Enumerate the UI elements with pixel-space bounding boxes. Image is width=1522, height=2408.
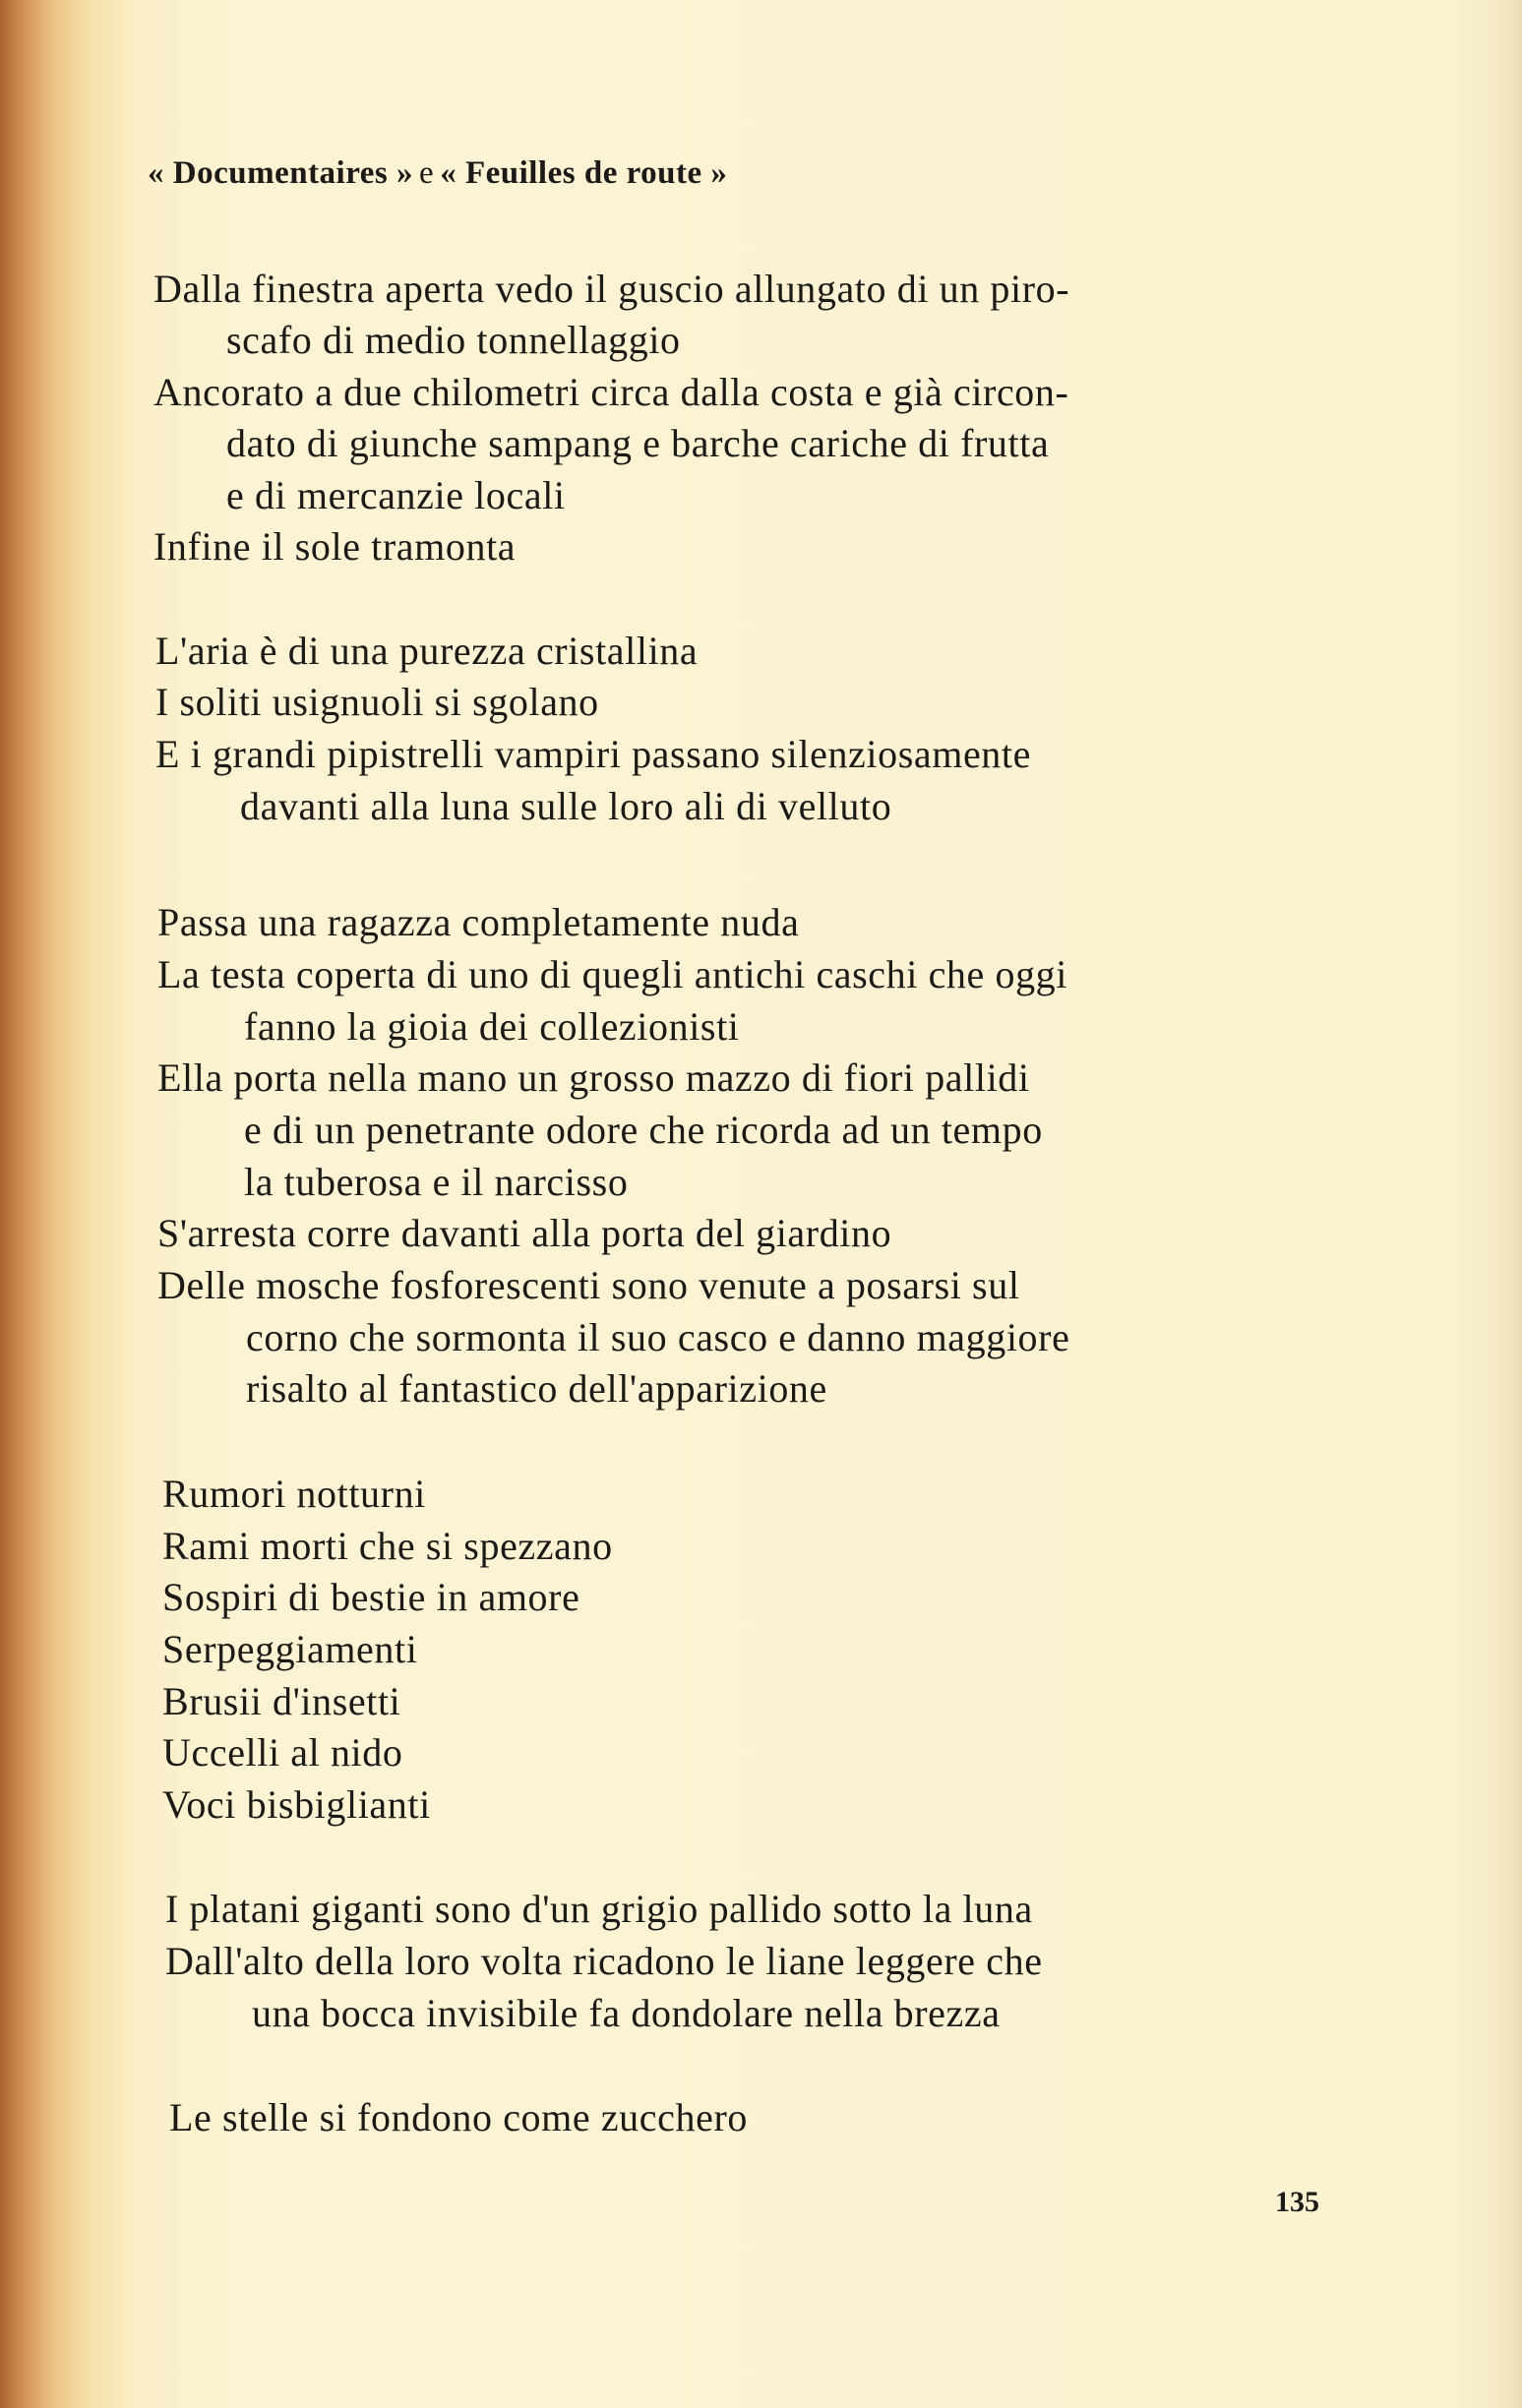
poem-line: Ancorato a due chilometri circa dalla costa e già circon- (153, 370, 1069, 414)
page-number: 135 (1275, 2186, 1319, 2218)
poem-line: La testa coperta di uno di quegli antichi caschi che oggi (157, 952, 1068, 996)
poem-line: Serpeggiamenti (162, 1627, 418, 1671)
poem-line: I soliti usignuoli si sgolano (155, 680, 599, 724)
poem-line: corno che sormonta il suo casco e danno maggiore (246, 1315, 1070, 1359)
poem-line: Le stelle si fondono come zucchero (169, 2095, 748, 2139)
poem-line: Rumori notturni (162, 1472, 426, 1516)
poem-line: L'aria è di una purezza cristallina (155, 629, 699, 673)
poem-line: e di un penetrante odore che ricorda ad un tempo (244, 1108, 1043, 1152)
poem-line: S'arresta corre davanti alla porta del giardino (157, 1211, 892, 1255)
poem-line: Voci bisbiglianti (162, 1782, 431, 1827)
poem-line: Passa una ragazza completamente nuda (157, 900, 800, 944)
poem-line: E i grandi pipistrelli vampiri passano silenziosamente (155, 732, 1031, 776)
poem-line: Dall'alto della loro volta ricadono le liane leggere che (165, 1939, 1043, 1983)
poem-line: Delle mosche fosforescenti sono venute a posarsi sul (157, 1263, 1020, 1307)
header-conjunction: e (419, 155, 435, 191)
header-right-title: « Feuilles de route » (440, 155, 728, 191)
poem-line: fanno la gioia dei collezionisti (244, 1004, 740, 1049)
poem-line: I platani giganti sono d'un grigio pallido sotto la luna (165, 1887, 1033, 1931)
poem-line: la tuberosa e il narcisso (244, 1160, 629, 1204)
poem-line: una bocca invisibile fa dondolare nella brezza (252, 1991, 1001, 2035)
poem-line: Infine il sole tramonta (153, 524, 517, 569)
poem-line: davanti alla luna sulle loro ali di velluto (240, 784, 892, 828)
poem-line: Brusii d'insetti (162, 1679, 401, 1723)
poem-line: e di mercanzie locali (226, 473, 566, 517)
poem-line: Rami morti che si spezzano (162, 1524, 613, 1568)
poem-line: dato di giunche sampang e barche cariche di frutta (226, 421, 1050, 465)
poem-line: Dalla finestra aperta vedo il guscio allungato di un piro- (153, 267, 1070, 311)
poem-line: Ella porta nella mano un grosso mazzo di fiori pallidi (157, 1055, 1030, 1100)
poem-line: Uccelli al nido (162, 1730, 403, 1775)
poem-line: Sospiri di bestie in amore (162, 1575, 580, 1619)
poem-line: risalto al fantastico dell'apparizione (246, 1366, 827, 1411)
poem-line: scafo di medio tonnellaggio (226, 318, 681, 362)
header-left-title: « Documentaires » (148, 155, 414, 191)
